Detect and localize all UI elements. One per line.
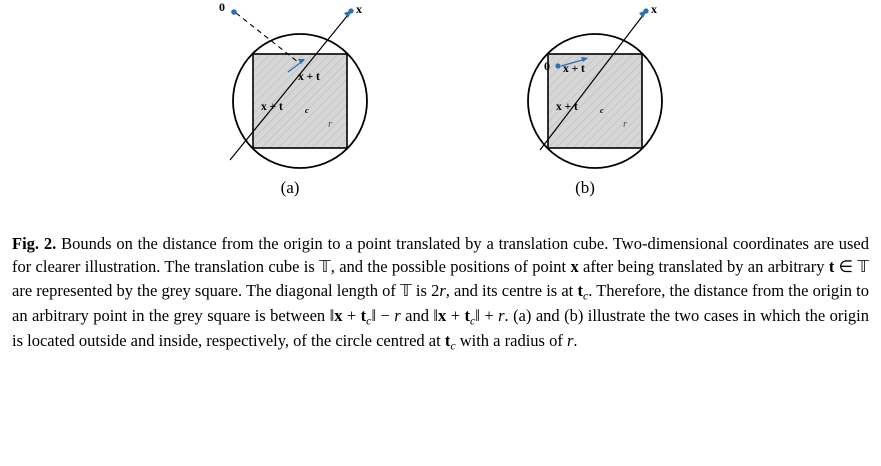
- label-origin: 0: [544, 59, 550, 73]
- panel-a-diagram: [205, 0, 405, 180]
- figure-area: [0, 0, 881, 210]
- x-point-marker: [643, 8, 648, 13]
- label-origin: 0: [219, 0, 225, 14]
- label-x-plus-t: x + t: [563, 63, 585, 75]
- figure-caption-text: Bounds on the distance from the origin to a point translated by a translation cube. Two-dimensional coordinates are used for clearer illustration. The translation cube is 𝕋, and the possible positions of point x after being translated by an arbitrary t ∈ 𝕋 are represented by the grey square. The diagonal length of 𝕋 is 2r, and its centre is at $t_c$. Therefore, the distance from the origin to an arbitrary point in the grey square is between ‖x + $t_c‖ - r$ and ‖x + $t_c‖ + r$. (a) and (b) illustrate the two cases in which the origin is located outside and inside, respectively, of the circle centred at $t_c$ with a radius of r.: [12, 234, 870, 353]
- label-x-plus-tc: x + t: [556, 101, 578, 113]
- label-radius: r: [328, 118, 333, 130]
- figure-panel-a: [205, 0, 405, 185]
- x-point-marker: [348, 8, 353, 13]
- label-radius: r: [623, 118, 628, 130]
- label-x-plus-tc-sub: c: [305, 105, 309, 115]
- origin-marker: [555, 63, 560, 68]
- figure-panel-b: [500, 0, 700, 185]
- panel-b-diagram: [500, 0, 700, 180]
- figure-caption-label: Fig. 2.: [12, 234, 57, 253]
- panel-a-caption: (a): [280, 178, 300, 197]
- label-x: x: [651, 2, 657, 16]
- panel-b-caption: (b): [575, 178, 595, 197]
- origin-marker: [231, 9, 237, 15]
- label-x-plus-t: x + t: [298, 71, 320, 83]
- label-x: x: [356, 2, 362, 16]
- label-x-plus-tc-sub: c: [600, 105, 604, 115]
- label-x-plus-tc: x + t: [261, 101, 283, 113]
- figure-caption: [12, 232, 869, 354]
